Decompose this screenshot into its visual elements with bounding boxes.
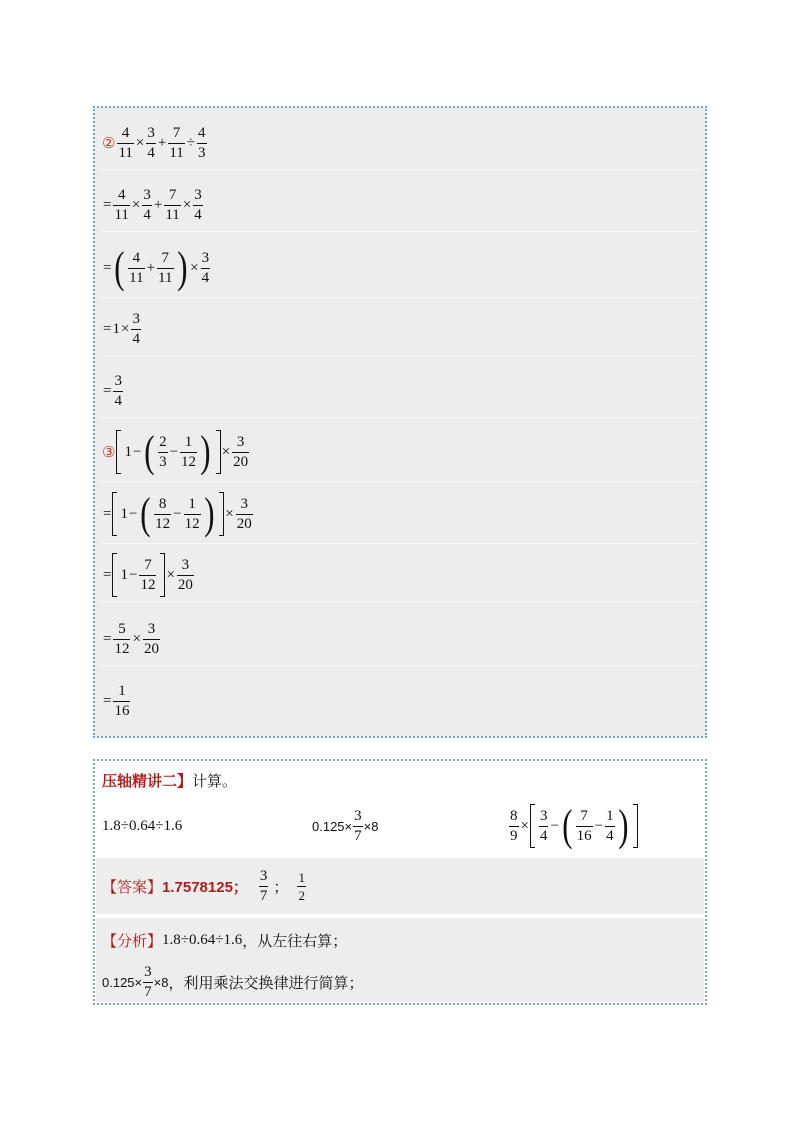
answer-decimal: 1.7578125； (162, 878, 248, 896)
fraction: $\frac{4}{11}$ (114, 186, 129, 223)
fraction: $\frac{8}{12}$ (155, 495, 171, 532)
left-bracket (530, 804, 535, 848)
left-paren: ( (140, 489, 151, 538)
part3-line-5 (102, 675, 698, 727)
number: 1 (112, 320, 120, 337)
analysis-expression: 1.8÷0.64÷1.6 (162, 931, 243, 948)
analysis2-text: ，利用乘法交换律进行简算； (168, 974, 364, 992)
fraction: $\frac{3}{20}$ (236, 495, 252, 532)
part3-label: ③ (102, 444, 116, 461)
fraction: $\frac{4}{11}$ (129, 249, 144, 286)
fraction: $\frac{3}{4}$ (201, 249, 210, 286)
left-bracket (112, 492, 117, 536)
part3-line-4 (102, 613, 698, 666)
left-bracket (112, 553, 117, 597)
fraction: $\frac{3}{4}$ (143, 186, 151, 223)
left-bracket (116, 430, 121, 474)
fraction: $\frac{7}{11}$ (158, 249, 173, 286)
part2-line-5 (102, 365, 698, 418)
fraction: $\frac{4}{3}$ (198, 124, 206, 161)
equals-sign: = (103, 630, 112, 647)
expression-2: 0.125× $\frac{3}{7}$ ×8 (312, 807, 379, 844)
problem-title-row (102, 768, 698, 792)
fraction: $\frac{1}{12}$ (184, 495, 200, 532)
fraction: $\frac{2}{3}$ (159, 433, 167, 470)
right-paren: ) (203, 489, 215, 538)
part2-line-1 (102, 117, 698, 170)
right-bracket (216, 430, 221, 474)
operator: − (128, 505, 138, 522)
parenthesis-group (138, 489, 216, 538)
analysis2-fraction: $\frac{3}{7}$ (144, 963, 152, 1000)
operator: − (173, 505, 182, 522)
operator: − (128, 566, 138, 583)
expression-1: 1.8÷0.64÷1.6 (102, 817, 183, 834)
fraction: $\frac{1}{16}$ (114, 682, 130, 719)
analysis-text: ，从左往右算； (242, 932, 348, 950)
analysis-label: 【分析】 (102, 932, 163, 950)
operator: × (166, 566, 175, 583)
operator: + (157, 134, 167, 151)
equals-sign: = (103, 505, 112, 522)
analysis-row-1 (96, 918, 704, 963)
answer-fraction-2: $\frac{1}{2}$ (298, 869, 305, 903)
problem-box (94, 760, 706, 1004)
equals-sign: = (103, 196, 112, 213)
answer-fraction-1: $\frac{3}{7}$ (259, 867, 268, 904)
operator: ÷ (186, 134, 196, 151)
parenthesis-group (112, 243, 189, 292)
fraction: $\frac{3}{20}$ (143, 620, 159, 657)
analysis-row-2 (96, 962, 704, 1002)
fraction: $\frac{7}{11}$ (165, 186, 180, 223)
equals-sign: = (103, 259, 112, 276)
problem-instruction: 计算。 (192, 772, 238, 790)
parenthesis-group (142, 427, 212, 476)
left-paren: ( (144, 427, 155, 476)
fraction: $\frac{5}{12}$ (114, 620, 130, 657)
analysis2-lead: 0.125× (102, 974, 143, 990)
number: 1 (124, 443, 132, 460)
right-bracket (160, 553, 165, 597)
operator: × (221, 443, 231, 460)
fraction: $\frac{3}{20}$ (177, 556, 193, 593)
number: 1 (120, 566, 128, 583)
left-paren: ( (114, 243, 125, 292)
operator: × (182, 196, 192, 213)
equals-sign: = (103, 566, 112, 583)
expression-3: $\frac{8}{9}$ × $\frac{3}{4}$ − ( $\frac{7}{16}$ − $\frac{1}{4}$ ) (508, 804, 638, 848)
equals-sign: = (103, 382, 112, 399)
right-paren: ) (200, 427, 211, 476)
operator: + (153, 196, 163, 213)
fraction: $\frac{4}{11}$ (118, 124, 133, 161)
right-paren: ) (176, 243, 187, 292)
fraction: $\frac{3}{4}$ (147, 124, 155, 161)
answer-row (96, 858, 704, 914)
operator: × (135, 134, 145, 151)
part2-line-3 (102, 239, 698, 298)
answer-label: 【答案】 (102, 878, 163, 896)
part3-line-2 (102, 485, 698, 544)
part2-label: ② (102, 135, 116, 152)
analysis2-tail: ×8 (153, 974, 169, 990)
operator: × (132, 630, 141, 647)
part3-line-3 (102, 549, 698, 602)
right-bracket (219, 492, 224, 536)
fraction: $\frac{1}{12}$ (181, 433, 197, 470)
fraction: $\frac{3}{4}$ (114, 372, 122, 409)
equals-sign: = (103, 692, 112, 709)
problem-title: 压轴精讲二】 (102, 772, 193, 790)
answer-separator: ； (273, 878, 289, 896)
number: 1 (120, 505, 128, 522)
fraction: $\frac{3}{4}$ (132, 310, 140, 347)
fraction: $\frac{7}{11}$ (169, 124, 184, 161)
operator: × (190, 259, 199, 276)
equals-sign: = (103, 320, 112, 337)
fraction: $\frac{3}{4}$ (194, 186, 202, 223)
operator: + (146, 259, 156, 276)
solution-box (94, 107, 706, 737)
fraction: $\frac{7}{12}$ (140, 556, 156, 593)
operator: × (120, 320, 130, 337)
part3-line-1 (102, 423, 698, 482)
fraction: $\frac{3}{20}$ (233, 433, 249, 470)
operator: × (131, 196, 141, 213)
operator: − (132, 443, 142, 460)
problem-expressions-row (102, 798, 698, 854)
right-bracket (633, 804, 638, 848)
part2-line-2 (102, 179, 698, 232)
operator: − (169, 443, 179, 460)
operator: × (225, 505, 234, 522)
part2-line-4 (102, 303, 698, 356)
